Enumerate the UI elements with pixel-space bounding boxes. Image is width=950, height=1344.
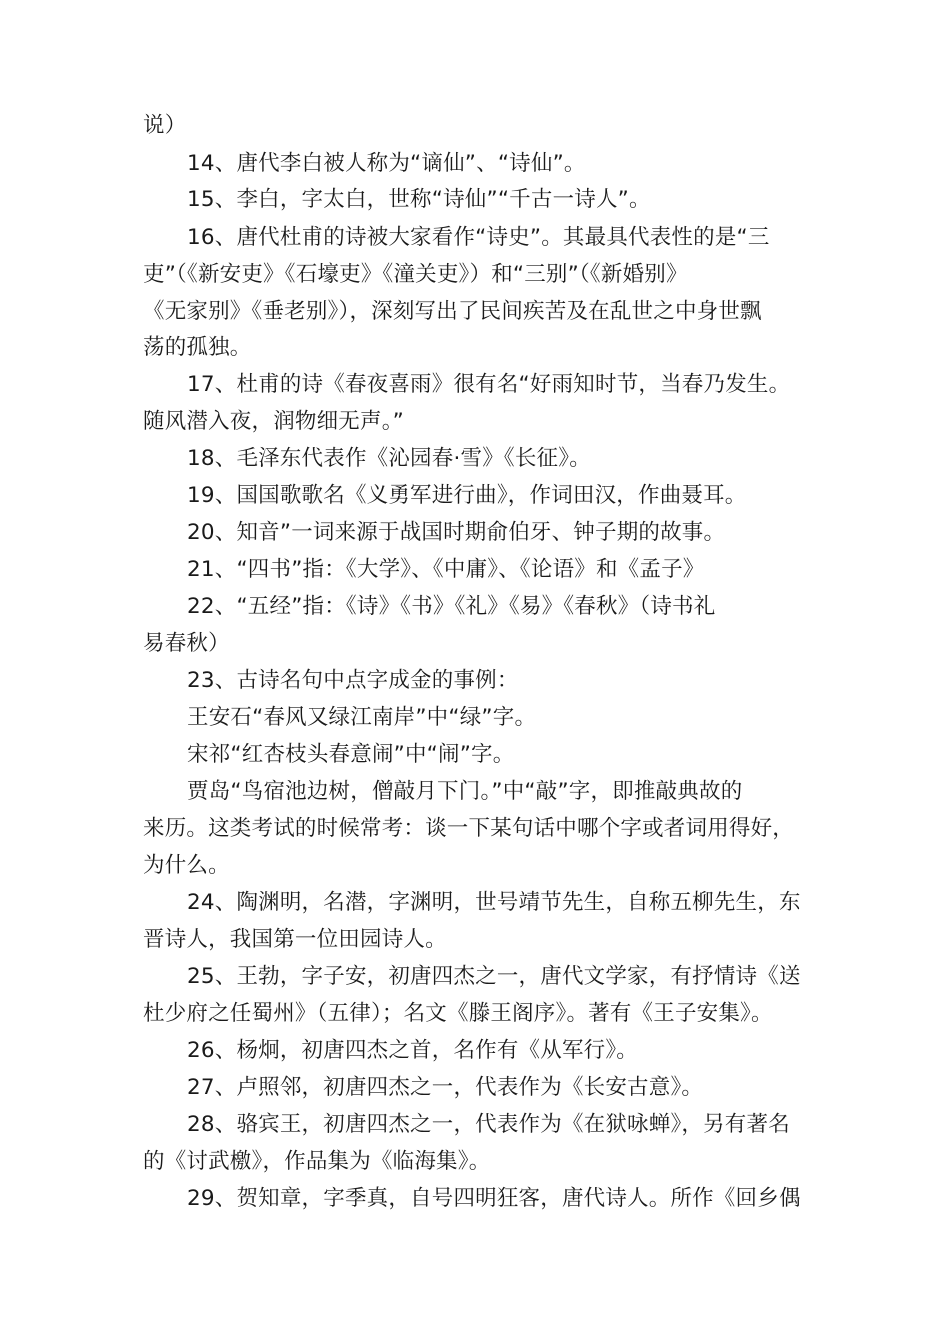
text-line: 说） [143, 113, 187, 138]
text-line: 吏”（《新安吏》《石壕吏》《潼关吏》）和“三别”（《新婚别》 [143, 262, 688, 287]
text-line: 28、骆宾王，初唐四杰之一，代表作为《在狱咏蝉》，另有著名 [187, 1112, 790, 1137]
text-line: 25、王勃，字子安，初唐四杰之一，唐代文学家，有抒情诗《送 [187, 964, 801, 989]
text-line: 《无家别》《垂老别》），深刻写出了民间疾苦及在乱世之中身世飘 [143, 299, 762, 324]
text-line: 20、知音”一词来源于战国时期俞伯牙、钟子期的故事。 [187, 520, 726, 545]
text-line: 杜少府之任蜀州》（五律）；名文《滕王阁序》。著有《王子安集》。 [143, 1001, 773, 1026]
text-line: 23、古诗名句中点字成金的事例： [187, 668, 519, 693]
text-line: 17、杜甫的诗《春夜喜雨》很有名“好雨知时节，当春乃发生。 [187, 372, 791, 397]
text-line: 21、“四书”指：《大学》、《中庸》、《论语》和《孟子》 [187, 557, 705, 582]
text-line: 易春秋） [143, 631, 230, 656]
text-line: 随风潜入夜，润物细无声。” [143, 409, 404, 434]
text-line: 18、毛泽东代表作《沁园春·雪》《长征》。 [187, 446, 591, 471]
text-line: 宋祁“红杏枝头春意闹”中“闹”字。 [187, 742, 515, 767]
text-line: 贾岛“鸟宿池边树，僧敲月下门。”中“敲”字，即推敲典故的 [187, 779, 743, 804]
text-line: 的《讨武檄》，作品集为《临海集》。 [143, 1149, 491, 1174]
text-line: 15、李白，字太白，世称“诗仙”“千古一诗人”。 [187, 187, 651, 212]
text-line: 晋诗人，我国第一位田园诗人。 [143, 927, 447, 952]
text-line: 14、唐代李白被人称为“谪仙”、“诗仙”。 [187, 151, 586, 176]
text-line: 荡的孤独。 [143, 335, 252, 360]
text-line: 26、杨炯，初唐四杰之首，名作有《从军行》。 [187, 1038, 639, 1063]
text-line: 22、“五经”指：《诗》《书》《礼》《易》《春秋》（诗书礼 [187, 594, 716, 619]
text-line: 24、陶渊明，名潜，字渊明，世号靖节先生，自称五柳先生，东 [187, 890, 801, 915]
text-line: 27、卢照邻，初唐四杰之一，代表作为《长安古意》。 [187, 1075, 704, 1100]
text-line: 来历。这类考试的时候常考：谈一下某句话中哪个字或者词用得好， [143, 816, 795, 841]
text-line: 19、国国歌歌名《义勇军进行曲》，作词田汉，作曲聂耳。 [187, 483, 747, 508]
text-line: 为什么。 [143, 853, 230, 878]
text-line: 王安石“春风又绿江南岸”中“绿”字。 [187, 705, 537, 730]
text-line: 16、唐代杜甫的诗被大家看作“诗史”。其最具代表性的是“三 [187, 225, 770, 250]
text-line: 29、贺知章，字季真，自号四明狂客，唐代诗人。所作《回乡偶 [187, 1186, 801, 1211]
